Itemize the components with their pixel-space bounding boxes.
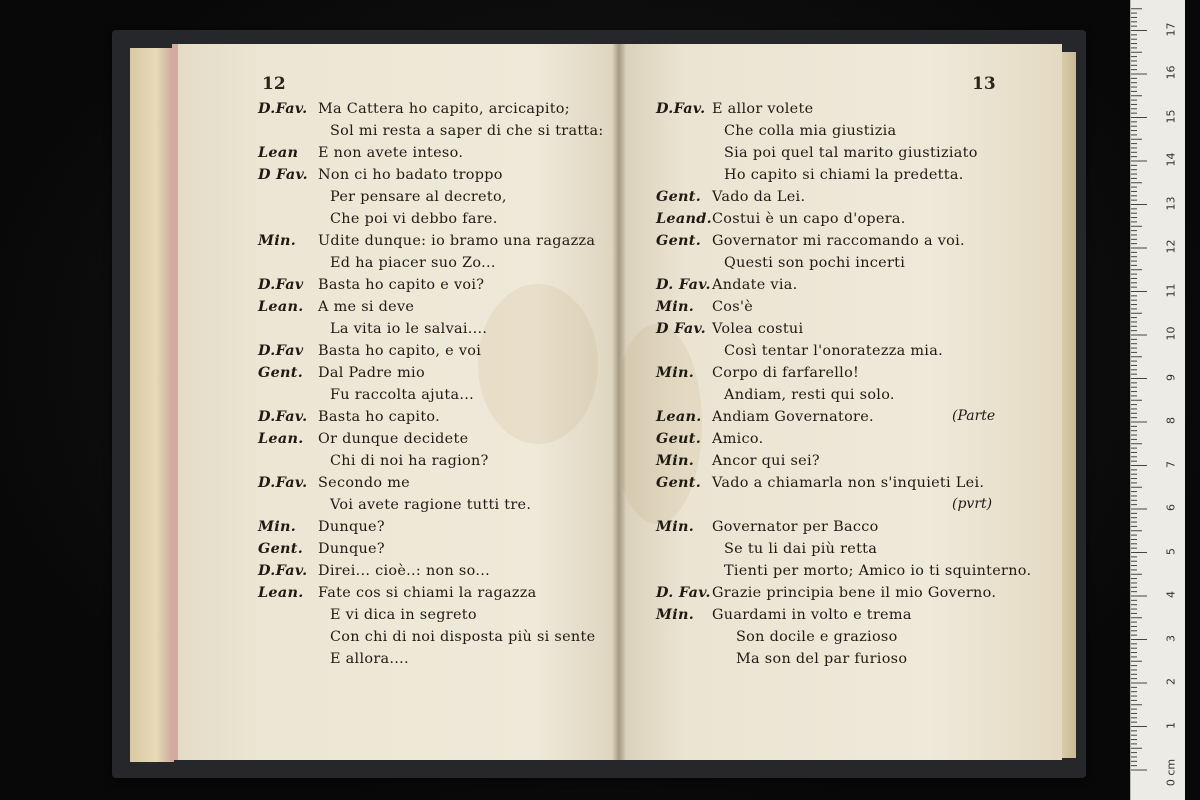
verse-text: Ho capito si chiami la predetta. — [724, 167, 964, 183]
ruler-label: 2 — [1164, 678, 1178, 685]
verse-text: Voi avete ragione tutti tre. — [330, 497, 532, 513]
verse-text: E allora.... — [330, 651, 409, 667]
text-line — [656, 274, 798, 296]
text-line — [656, 208, 906, 230]
text-line — [656, 582, 996, 604]
speaker-name: Lean. — [258, 584, 304, 601]
verse-text: Ed ha piacer suo Zo... — [330, 255, 496, 271]
verse-text: Basta ho capito, e voi — [318, 343, 482, 359]
verse-text: Andiam Governatore. — [712, 409, 874, 425]
ruler-label: 8 — [1164, 417, 1178, 424]
speaker-name: D.Fav. — [258, 100, 308, 117]
verse-text: Questi son pochi incerti — [724, 255, 906, 271]
verse-text: Che poi vi debbo fare. — [330, 211, 498, 227]
text-line — [656, 318, 803, 340]
speaker-name: Gent. — [656, 188, 702, 205]
speaker-name: D.Fav — [258, 342, 304, 359]
left-page — [172, 44, 624, 760]
text-line — [656, 516, 879, 538]
text-line — [656, 428, 764, 450]
verse-text: Governator mi raccomando a voi. — [712, 233, 965, 249]
verse-text: Direi... cioè..: non so... — [318, 563, 490, 579]
page-edges-right — [1062, 52, 1076, 758]
text-line — [656, 604, 912, 626]
ruler-label: 16 — [1164, 65, 1178, 80]
ruler-label: 14 — [1164, 152, 1178, 167]
verse-text: Basta ho capito. — [318, 409, 441, 425]
verse-text: Basta ho capito e voi? — [318, 277, 485, 293]
text-line — [258, 494, 531, 516]
text-line — [656, 560, 1031, 582]
speaker-name: Min. — [258, 232, 297, 249]
speaker-name: D. Fav. — [656, 584, 711, 601]
verse-text: Son docile e grazioso — [736, 629, 898, 645]
text-line — [656, 538, 877, 560]
speaker-name: Min. — [656, 298, 695, 315]
verse-text: E allor volete — [712, 101, 814, 117]
verse-text: Corpo di farfarello! — [712, 365, 860, 381]
speaker-name: Gent. — [258, 540, 304, 557]
speaker-name: D.Fav. — [258, 562, 308, 579]
text-line — [258, 142, 463, 164]
verse-text: Costui è un capo d'opera. — [712, 211, 906, 227]
text-line — [258, 296, 414, 318]
text-line — [656, 142, 978, 164]
verse-text: E vi dica in segreto — [330, 607, 477, 623]
speaker-name: Lean. — [656, 408, 702, 425]
page-edges-left — [130, 48, 174, 762]
text-line — [258, 538, 385, 560]
ruler-label: 17 — [1164, 22, 1178, 36]
text-line — [656, 406, 874, 428]
verse-text: E non avete inteso. — [318, 145, 464, 161]
stage-direction: (Parte — [952, 408, 996, 424]
ruler-label: 13 — [1164, 196, 1178, 210]
verse-text: Ancor qui sei? — [712, 453, 820, 469]
verse-text: Dal Padre mio — [318, 365, 425, 381]
text-line — [656, 450, 820, 472]
verse-text: Governator per Bacco — [712, 519, 879, 535]
verse-text: Secondo me — [318, 475, 410, 491]
speaker-name: D Fav. — [258, 166, 308, 183]
speaker-name: Gent. — [656, 232, 702, 249]
text-line — [258, 340, 481, 362]
paper-stain — [478, 284, 598, 444]
verse-text: Amico. — [712, 431, 764, 447]
verse-text: Ma Cattera ho capito, arcicapito; — [318, 101, 570, 117]
verse-text: Or dunque decidete — [318, 431, 469, 447]
speaker-name: Geut. — [656, 430, 702, 447]
verse-text: Se tu li dai più retta — [724, 541, 878, 557]
ruler-label: 1 — [1164, 721, 1178, 729]
verse-text: Non ci ho badato troppo — [318, 167, 503, 183]
speaker-name: Min. — [656, 518, 695, 535]
verse-text: Volea costui — [712, 321, 804, 337]
text-line — [258, 450, 489, 472]
ruler-label: 15 — [1164, 109, 1178, 123]
stage-direction: (pvrt) — [952, 496, 993, 512]
speaker-name: D.Fav. — [258, 474, 308, 491]
verse-text: La vita io le salvai.... — [330, 321, 488, 337]
text-line — [656, 98, 813, 120]
speaker-name: Gent. — [656, 474, 702, 491]
speaker-name: Min. — [656, 364, 695, 381]
ruler-label: 3 — [1164, 634, 1178, 642]
speaker-name: D Fav. — [656, 320, 706, 337]
speaker-name: D. Fav. — [656, 276, 711, 293]
text-line — [258, 582, 537, 604]
text-line — [656, 472, 984, 494]
verse-text: Vado da Lei. — [712, 189, 806, 205]
text-line — [258, 208, 498, 230]
right-page — [622, 44, 1062, 760]
ruler-label: 10 — [1164, 326, 1178, 341]
text-line — [656, 186, 805, 208]
ruler-label: 11 — [1164, 283, 1178, 297]
verse-text: Grazie principia bene il mio Governo. — [712, 585, 997, 601]
speaker-name: Lean — [258, 144, 299, 161]
text-line — [258, 274, 484, 296]
text-line — [258, 516, 385, 538]
ruler-label: 12 — [1164, 239, 1178, 254]
verse-text: Guardami in volto e trema — [712, 607, 912, 623]
text-line — [656, 340, 943, 362]
verse-text: Così tentar l'onoratezza mia. — [724, 343, 943, 359]
speaker-name: D.Fav. — [258, 408, 308, 425]
text-line — [656, 494, 712, 516]
verse-text: Andate via. — [712, 277, 798, 293]
verse-text: Chi di noi ha ragion? — [330, 453, 489, 469]
verse-text: Udite dunque: io bramo una ragazza — [318, 233, 596, 249]
speaker-name: Min. — [656, 452, 695, 469]
ruler-label: 4 — [1164, 591, 1178, 598]
ruler-label: 0 cm — [1164, 758, 1178, 787]
speaker-name: Leand. — [656, 210, 712, 227]
text-line — [258, 164, 503, 186]
verse-text: Con chi di noi disposta più si sente — [330, 629, 596, 645]
verse-text: Fu raccolta ajuta... — [330, 387, 475, 403]
ruler-label: 6 — [1164, 504, 1178, 511]
text-line — [258, 406, 440, 428]
text-line — [656, 362, 859, 384]
speaker-name: Lean. — [258, 430, 304, 447]
text-line — [258, 362, 425, 384]
verse-text: Ma son del par furioso — [736, 651, 908, 667]
verse-text: A me si deve — [318, 299, 415, 315]
text-line — [258, 626, 595, 648]
text-line — [258, 186, 507, 208]
verse-text: Per pensare al decreto, — [330, 189, 507, 205]
verse-text: Cos'è — [712, 299, 754, 315]
text-line — [258, 648, 409, 670]
verse-text: Tienti per morto; Amico io ti squinterno. — [724, 563, 1032, 579]
book-gutter — [612, 44, 626, 760]
text-line — [656, 648, 907, 670]
ruler-label: 5 — [1164, 547, 1178, 555]
text-line — [656, 230, 965, 252]
text-line — [258, 560, 490, 582]
ruler-label: 9 — [1164, 373, 1178, 381]
speaker-name: D.Fav — [258, 276, 304, 293]
speaker-name: Min. — [258, 518, 297, 535]
verse-text: Sia poi quel tal marito giustiziato — [724, 145, 978, 161]
speaker-name: Min. — [656, 606, 695, 623]
verse-text: Dunque? — [318, 519, 385, 535]
text-line — [258, 230, 595, 252]
text-line — [656, 164, 964, 186]
ruler-label: 7 — [1164, 460, 1178, 468]
verse-text: Sol mi resta a saper di che si tratta: — [330, 123, 604, 139]
text-line — [656, 384, 895, 406]
text-line — [258, 604, 477, 626]
verse-text: Che colla mia giustizia — [724, 123, 897, 139]
right-page-number: 13 — [972, 74, 996, 94]
text-line — [656, 296, 753, 318]
measurement-ruler — [1130, 0, 1185, 800]
text-line — [258, 98, 570, 120]
speaker-name: Lean. — [258, 298, 304, 315]
speaker-name: D.Fav. — [656, 100, 706, 117]
left-page-number: 12 — [262, 74, 286, 94]
verse-text: Vado a chiamarla non s'inquieti Lei. — [712, 475, 985, 491]
verse-text: Dunque? — [318, 541, 385, 557]
text-line — [258, 318, 487, 340]
verse-text: Andiam, resti qui solo. — [724, 387, 895, 403]
text-line — [258, 252, 496, 274]
text-line — [656, 626, 898, 648]
text-line — [258, 384, 474, 406]
text-line — [258, 472, 410, 494]
speaker-name: Gent. — [258, 364, 304, 381]
text-line — [258, 120, 604, 142]
text-line — [258, 428, 468, 450]
text-line — [656, 120, 896, 142]
text-line — [656, 252, 905, 274]
verse-text: Fate cos si chiami la ragazza — [318, 585, 537, 601]
